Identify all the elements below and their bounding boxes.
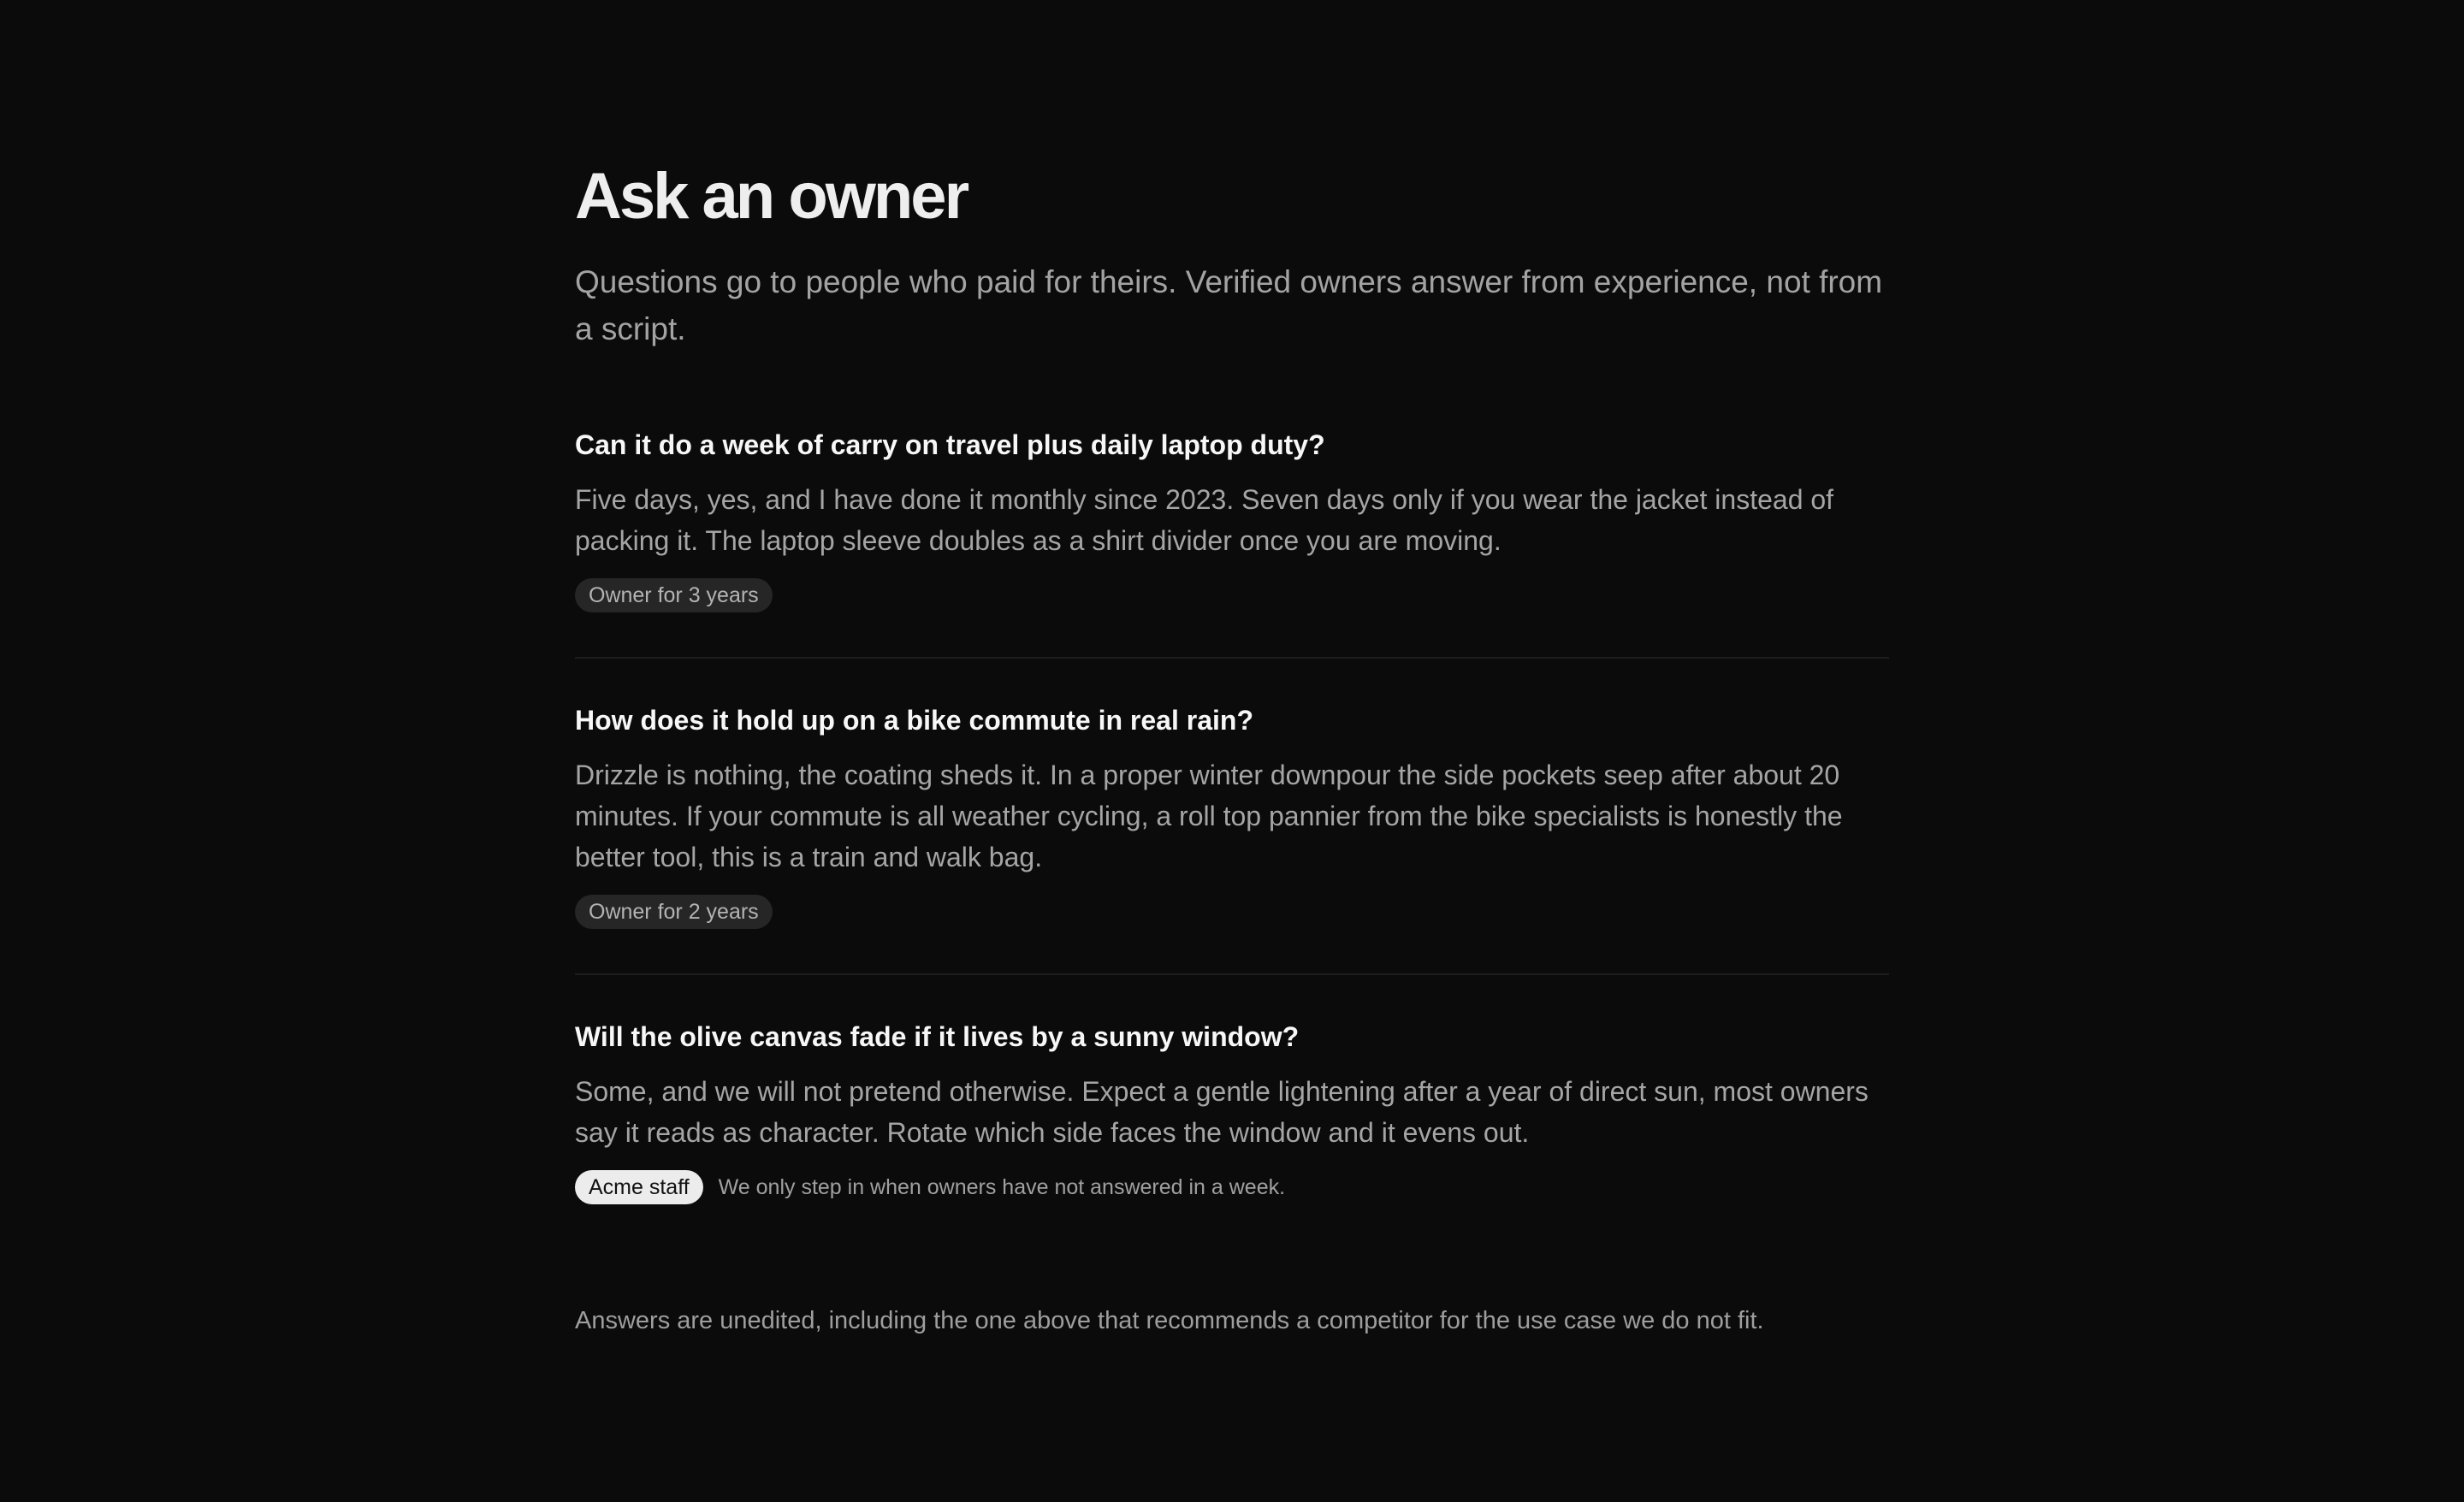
staff-note: We only step in when owners have not answered in a week. (718, 1174, 1286, 1199)
qa-item (575, 703, 1889, 929)
answer-text: Five days, yes, and I have done it monthly since 2023. Seven days only if you wear the jacket instead of packing it. The laptop sleeve doubles as a shirt divider once you are moving. (575, 484, 1834, 556)
divider (575, 973, 1889, 975)
owner-badge: Owner for 3 years (575, 578, 773, 612)
qa-item (575, 428, 1889, 612)
owner-badge: Owner for 2 years (575, 895, 773, 929)
answer-meta (575, 578, 1889, 612)
staff-badge: Acme staff (575, 1170, 703, 1204)
answer-text: Drizzle is nothing, the coating sheds it. In a proper winter downpour the side pockets seep after about 20 minutes. If your commute is all weather cycling, a roll top pannier from the bike specialists is honestly the better tool, this is a train and walk bag. (575, 760, 1843, 872)
question-text: How does it hold up on a bike commute in real rain? (575, 705, 1253, 736)
answer-meta (575, 1170, 1889, 1204)
footer-note: Answers are unedited, including the one above that recommends a competitor for the use case we do not fit. (575, 1307, 1764, 1334)
page-subtitle: Questions go to people who paid for theirs. Verified owners answer from experience, not from a script. (575, 264, 1883, 346)
answer-meta (575, 895, 1889, 929)
qa-item (575, 1020, 1889, 1204)
question-text: Will the olive canvas fade if it lives by a sunny window? (575, 1021, 1300, 1052)
question-text: Can it do a week of carry on travel plus daily laptop duty? (575, 429, 1325, 460)
page-title: Ask an owner (575, 160, 968, 233)
divider (575, 657, 1889, 659)
answer-text: Some, and we will not pretend otherwise. Expect a gentle lightening after a year of direct sun, most owners say it reads as character. Rotate which side faces the window and it evens out. (575, 1076, 1869, 1148)
